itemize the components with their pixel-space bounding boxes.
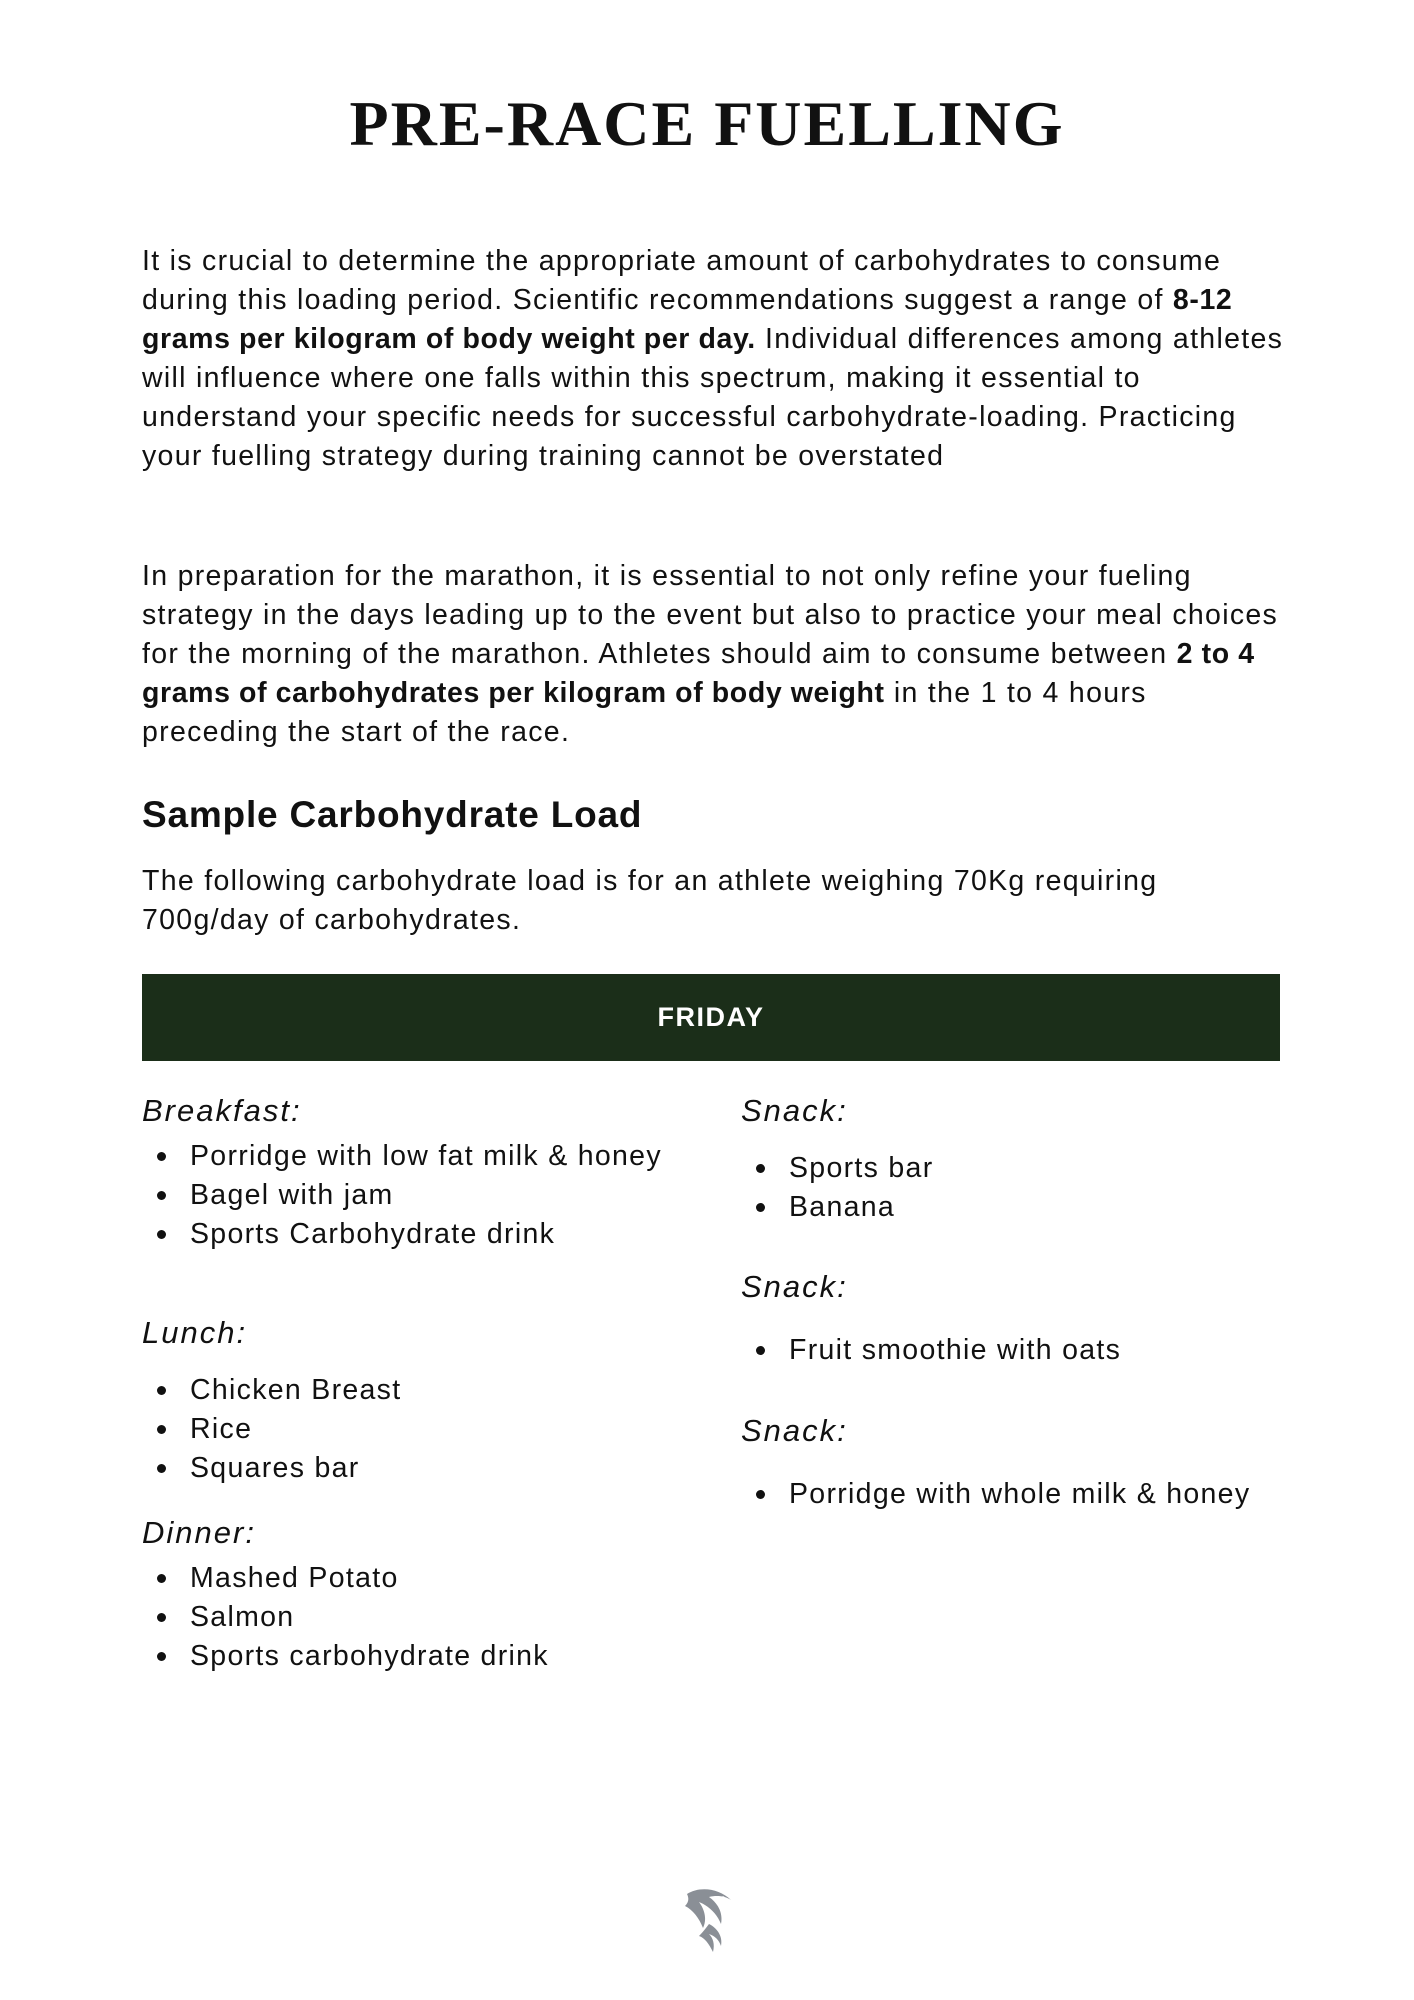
meal-items [142, 1559, 662, 1676]
meal-item: Sports Carbohydrate drink [142, 1215, 662, 1254]
meal-title: Breakfast: [142, 1093, 302, 1128]
dolphin-logo-icon [679, 1884, 741, 1956]
meal-title: Snack: [741, 1413, 848, 1448]
meal-items [741, 1331, 1261, 1370]
meal-title: Snack: [741, 1093, 848, 1128]
intro-paragraph-2: In preparation for the marathon, it is essential to not only refine your fueling strategy in the days leading up to the event but also to practice your meal choices for the morning of the marathon. Athletes should aim to consume between 2 to 4 grams of carbohydrates per kilogram of body weight in the 1 to 4 hours preceding the start of the race. [142, 560, 1279, 748]
intro-paragraph-1: It is crucial to determine the appropriate amount of carbohydrates to consume during this loading period. Scientific recommendations suggest a range of 8-12 grams per kilogram of body weight per day. Individual differences among athletes will influence where one falls within this spectrum, making it essential to understand your specific needs for successful carbohydrate-loading. Practicing your fuelling strategy during training cannot be overstated [142, 245, 1284, 472]
meal-item: Banana [741, 1188, 1261, 1227]
sample-description: The following carbohydrate load is for an athlete weighing 70Kg requiring 700g/day of carbohydrates. [142, 865, 1158, 936]
page-title: PRE-RACE FUELLING [349, 88, 1065, 159]
meal-item: Bagel with jam [142, 1176, 662, 1215]
meal-snack-3 [741, 1412, 1261, 1514]
meal-title: Lunch: [142, 1315, 248, 1350]
meal-item: Squares bar [142, 1449, 662, 1488]
meal-item: Rice [142, 1410, 662, 1449]
meal-title: Snack: [741, 1269, 848, 1304]
intro-highlight-1: 8-12 grams per kilogram of body weight per day. [142, 284, 1233, 355]
meal-snack-2 [741, 1268, 1261, 1370]
intro-highlight-2: 2 to 4 grams of carbohydrates per kilogram of body weight [142, 638, 1255, 709]
meal-item: Salmon [142, 1598, 662, 1637]
section-heading: Sample Carbohydrate Load [142, 794, 643, 835]
meal-dinner [142, 1514, 662, 1676]
meal-lunch [142, 1314, 662, 1488]
meal-snack-1 [741, 1092, 1261, 1227]
meal-items [142, 1371, 662, 1488]
meal-items [142, 1137, 662, 1254]
meal-item: Sports carbohydrate drink [142, 1637, 662, 1676]
meal-items [741, 1475, 1261, 1514]
day-header: FRIDAY [142, 974, 1280, 1061]
meal-item: Sports bar [741, 1149, 1261, 1188]
meal-item: Porridge with low fat milk & honey [142, 1137, 662, 1176]
meal-item: Mashed Potato [142, 1559, 662, 1598]
meal-breakfast [142, 1092, 662, 1254]
meal-item: Porridge with whole milk & honey [741, 1475, 1261, 1514]
meal-items [741, 1149, 1261, 1227]
meal-title: Dinner: [142, 1515, 256, 1550]
meal-item: Chicken Breast [142, 1371, 662, 1410]
meal-item: Fruit smoothie with oats [741, 1331, 1261, 1370]
